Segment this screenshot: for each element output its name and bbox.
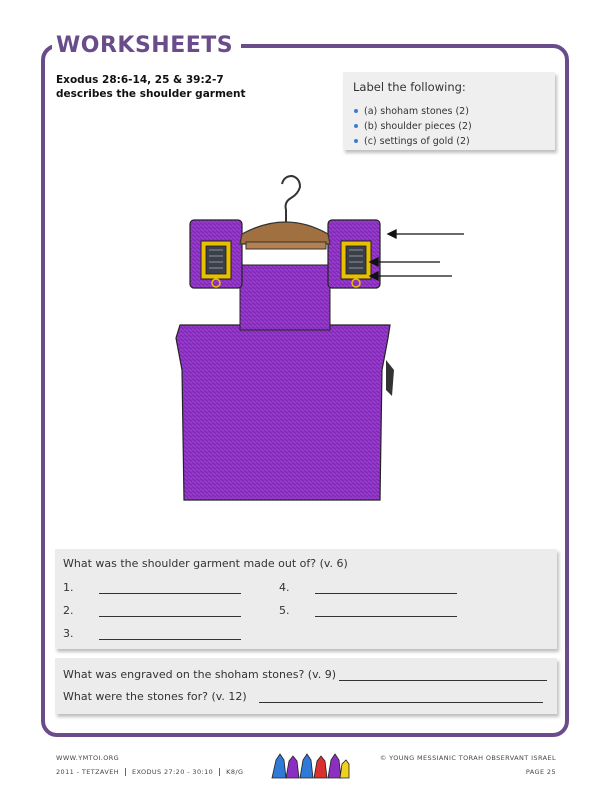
garment-back bbox=[240, 265, 330, 330]
answer-line-engraving[interactable] bbox=[339, 680, 547, 681]
answer-line-4[interactable] bbox=[279, 581, 290, 594]
footer-portion-info bbox=[56, 768, 243, 776]
answer-line-5[interactable] bbox=[279, 604, 290, 617]
answer-line-1[interactable] bbox=[63, 581, 74, 594]
label-pointer-lines bbox=[370, 230, 464, 280]
hanger-bar bbox=[240, 222, 330, 244]
shoulder-garment-illustration bbox=[150, 170, 480, 515]
page-title: WORKSHEETS bbox=[52, 33, 241, 59]
ymtoi-logo-icon bbox=[270, 752, 350, 780]
footer-passage: EXODUS 27:20 - 30:10 bbox=[132, 768, 214, 776]
footer-page-number: PAGE 25 bbox=[525, 768, 556, 776]
answer-number-1: 1. bbox=[63, 581, 74, 594]
label-item-shoulder-pieces: (b) shoulder pieces (2) bbox=[353, 119, 545, 134]
label-item-shoham-stones: (a) shoham stones (2) bbox=[353, 104, 545, 119]
answer-number-3: 3. bbox=[63, 627, 74, 640]
scripture-reference bbox=[56, 73, 246, 101]
footer-separator bbox=[219, 768, 220, 776]
footer-year-portion: 2011 - TETZAVEH bbox=[56, 768, 119, 776]
answer-number-2: 2. bbox=[63, 604, 74, 617]
question-stones-box bbox=[55, 658, 557, 714]
answer-line-2[interactable] bbox=[63, 604, 74, 617]
label-item-settings-of-gold: (c) settings of gold (2) bbox=[353, 134, 545, 149]
answer-number-5: 5. bbox=[279, 604, 290, 617]
label-list bbox=[353, 104, 545, 149]
scripture-line-2: describes the shoulder garment bbox=[56, 88, 246, 100]
question-engraving: What was engraved on the shoham stones? (v. 9) bbox=[63, 668, 337, 681]
question-materials-box bbox=[55, 549, 557, 649]
question-materials: What was the shoulder garment made out of? (v. 6) bbox=[63, 557, 348, 570]
scripture-line-1: Exodus 28:6-14, 25 & 39:2-7 bbox=[56, 74, 224, 86]
footer-grade: K8/G bbox=[226, 768, 244, 776]
footer-separator bbox=[125, 768, 126, 776]
label-heading: Label the following: bbox=[353, 80, 466, 94]
answer-number-4: 4. bbox=[279, 581, 290, 594]
footer-website: WWW.YMTOI.ORG bbox=[56, 754, 120, 762]
footer-copyright: © YOUNG MESSIANIC TORAH OBSERVANT ISRAEL bbox=[379, 754, 556, 762]
answer-line-3[interactable] bbox=[63, 627, 74, 640]
side-strap bbox=[386, 360, 394, 396]
label-instructions-box bbox=[343, 72, 555, 150]
answer-line-stone-purpose[interactable] bbox=[259, 702, 543, 703]
hanger-hook bbox=[282, 176, 300, 222]
hanger-crossbar bbox=[246, 242, 326, 249]
garment-body bbox=[176, 325, 390, 500]
question-stone-purpose: What were the stones for? (v. 12) bbox=[63, 690, 247, 703]
